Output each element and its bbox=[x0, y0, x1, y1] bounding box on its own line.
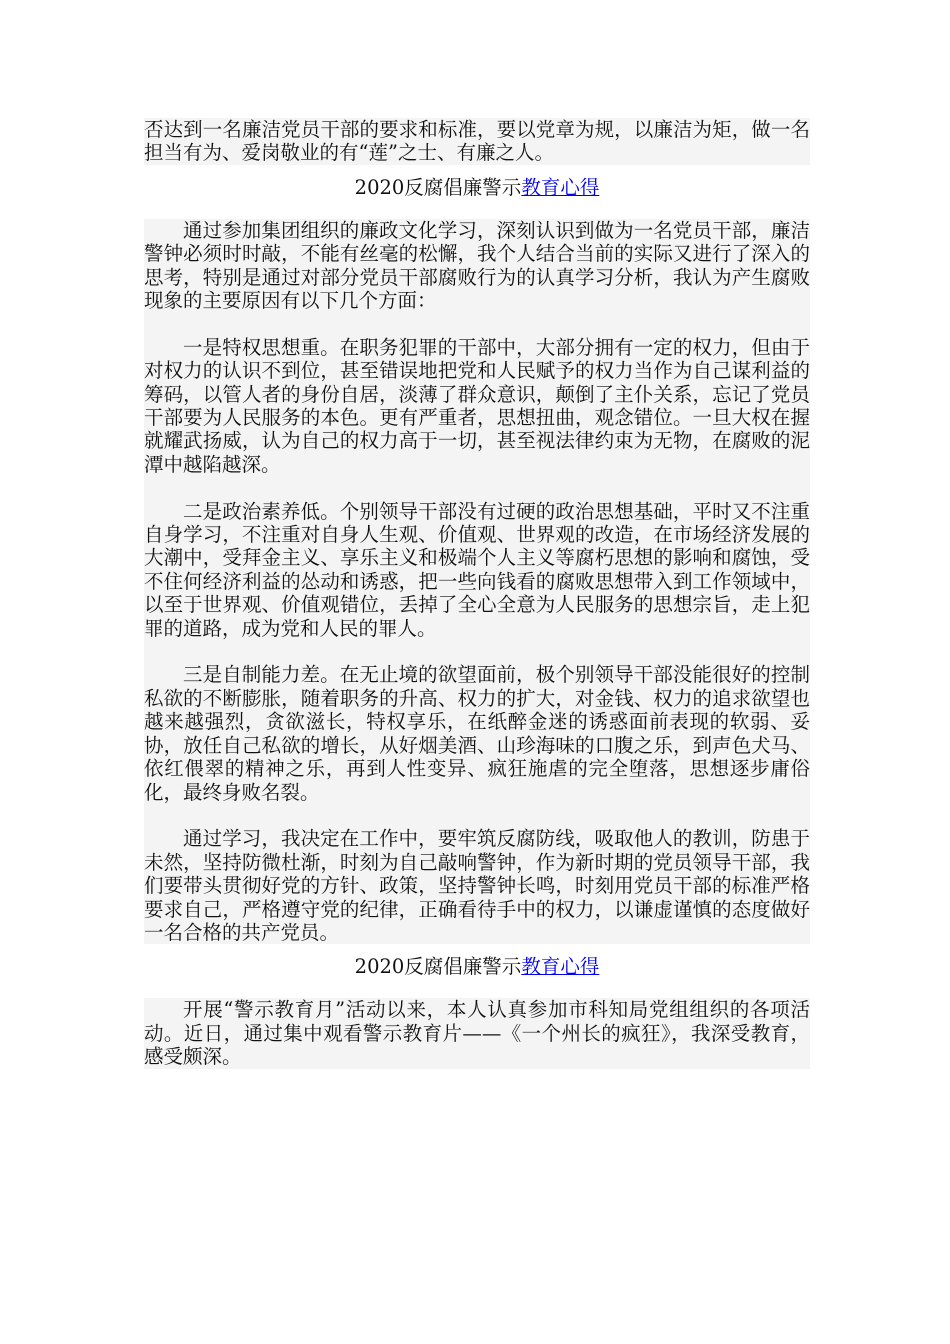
section1-heading bbox=[144, 173, 810, 203]
section2-body bbox=[144, 998, 810, 1068]
intro-block bbox=[144, 118, 810, 165]
section2-heading bbox=[144, 952, 810, 982]
section2-paragraph: 开展“警示教育月”活动以来，本人认真参加市科知局党组组织的各项活动。近日，通过集中观看警示教育片——《一个州长的疯狂》，我深受教育，感受颇深。 bbox=[144, 998, 810, 1069]
section2-title-text: 2020反腐倡廉警示 bbox=[354, 955, 522, 979]
intro-paragraph: 否达到一名廉洁党员干部的要求和标准，要以党章为规，以廉洁为矩，做一名担当有为、爱岗敬业的有“莲”之士、有廉之人。 bbox=[144, 118, 810, 165]
section1-title-text: 2020反腐倡廉警示 bbox=[354, 175, 522, 199]
section1-body bbox=[144, 219, 810, 945]
section1-paragraph: 三是自制能力差。在无止境的欲望面前，极个别领导干部没能很好的控制私欲的不断膨胀，随着职务的升高、权力的扩大，对金钱、权力的追求欲望也越来越强烈，贪欲滋长，特权享乐，在纸醉金迷的诱惑面前表现的软弱、妥协，放任自己私欲的增长，从好烟美酒、山珍海味的口腹之乐，到声色犬马、依红偎翠的精神之乐，再到人性变异、疯狂施虐的完全堕落，思想逐步庸俗化，最终身败名裂。 bbox=[144, 663, 810, 804]
paragraph-spacer bbox=[144, 312, 810, 335]
document-body bbox=[144, 118, 810, 1069]
section1-paragraph: 二是政治素养低。个别领导干部没有过硬的政治思想基础，平时又不注重自身学习，不注重对自身人生观、价值观、世界观的改造，在市场经济发展的大潮中，受拜金主义、享乐主义和极端个人主义等腐朽思想的影响和腐蚀，受不住何经济利益的怂动和诱惑，把一些向钱看的腐败思想带入到工作领域中，以至于世界观、价值观错位，丢掉了全心全意为人民服务的思想宗旨，走上犯罪的道路，成为党和人民的罪人。 bbox=[144, 499, 810, 640]
paragraph-spacer bbox=[144, 476, 810, 499]
section1-title-link[interactable]: 教育心得 bbox=[521, 175, 600, 199]
paragraph-spacer bbox=[144, 640, 810, 663]
section1-paragraph: 通过学习，我决定在工作中，要牢筑反腐防线，吸取他人的教训，防患于未然，坚持防微杜渐，时刻为自己敲响警钟，作为新时期的党员领导干部，我们要带头贯彻好党的方针、政策，坚持警钟长鸣，时刻用党员干部的标准严格要求自己，严格遵守党的纪律，正确看待手中的权力，以谦虚谨慎的态度做好一名合格的共产党员。 bbox=[144, 827, 810, 944]
section1-paragraph: 一是特权思想重。在职务犯罪的干部中，大部分拥有一定的权力，但由于对权力的认识不到位，甚至错误地把党和人民赋予的权力当作为自己谋利益的筹码，以管人者的身份自居，淡薄了群众意识，颠倒了主仆关系，忘记了党员干部要为人民服务的本色。更有严重者，思想扭曲，观念错位。一旦大权在握就耀武扬威，认为自己的权力高于一切，甚至视法律约束为无物，在腐败的泥潭中越陷越深。 bbox=[144, 335, 810, 476]
section2-title-link[interactable]: 教育心得 bbox=[521, 955, 600, 979]
section1-paragraph: 通过参加集团组织的廉政文化学习，深刻认识到做为一名党员干部，廉洁警钟必须时时敲，不能有丝毫的松懈，我个人结合当前的实际又进行了深入的思考，特别是通过对部分党员干部腐败行为的认真学习分析，我认为产生腐败现象的主要原因有以下几个方面： bbox=[144, 218, 810, 313]
paragraph-spacer bbox=[144, 804, 810, 827]
